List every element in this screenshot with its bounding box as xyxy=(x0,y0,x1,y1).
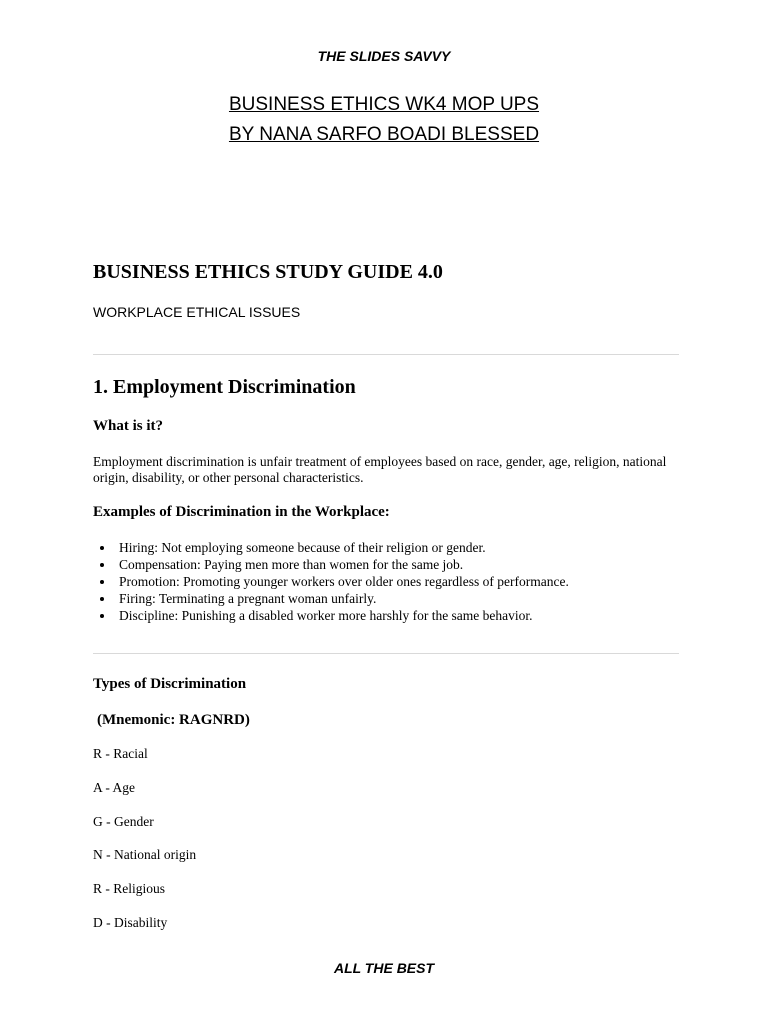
document-title-line-1: BUSINESS ETHICS WK4 MOP UPS xyxy=(228,94,540,115)
list-item: • Firing: Terminating a pregnant woman unfairly. xyxy=(115,590,569,607)
divider xyxy=(93,354,679,355)
mnemonic-item: D - Disability xyxy=(93,915,168,930)
mnemonic-item: R - Racial xyxy=(93,746,148,761)
mnemonic-item: R - Religious xyxy=(93,881,166,896)
list-item: • Hiring: Not employing someone because of their religion or gender. xyxy=(115,539,569,556)
mnemonic-heading: (Mnemonic: RAGNRD) xyxy=(97,712,250,728)
types-heading: Types of Discrimination xyxy=(93,676,247,692)
list-item: • Promotion: Promoting younger workers over older ones regardless of performance. xyxy=(115,573,569,590)
list-item: • Compensation: Paying men more than women for the same job. xyxy=(115,556,569,573)
mnemonic-item: N - National origin xyxy=(93,847,197,862)
what-is-it-heading: What is it? xyxy=(93,418,164,434)
document-title-line-2: BY NANA SARFO BOADI BLESSED xyxy=(228,124,540,145)
examples-list xyxy=(93,539,569,624)
mnemonic-item: A - Age xyxy=(93,780,135,795)
mnemonic-item: G - Gender xyxy=(93,814,154,829)
definition-paragraph: Employment discrimination is unfair treatment of employees based on race, gender, age, religion, national origin, disability, or other personal characteristics. xyxy=(93,454,667,485)
list-item: • Discipline: Punishing a disabled worker more harshly for the same behavior. xyxy=(115,607,569,624)
examples-heading: Examples of Discrimination in the Workplace: xyxy=(93,504,390,520)
study-guide-title: BUSINESS ETHICS STUDY GUIDE 4.0 xyxy=(93,261,443,283)
section-heading: 1. Employment Discrimination xyxy=(93,376,356,398)
brand-header: THE SLIDES SAVVY xyxy=(317,48,451,64)
footer-text: ALL THE BEST xyxy=(333,960,435,976)
study-guide-subtitle: WORKPLACE ETHICAL ISSUES xyxy=(93,304,301,320)
divider xyxy=(93,653,679,654)
